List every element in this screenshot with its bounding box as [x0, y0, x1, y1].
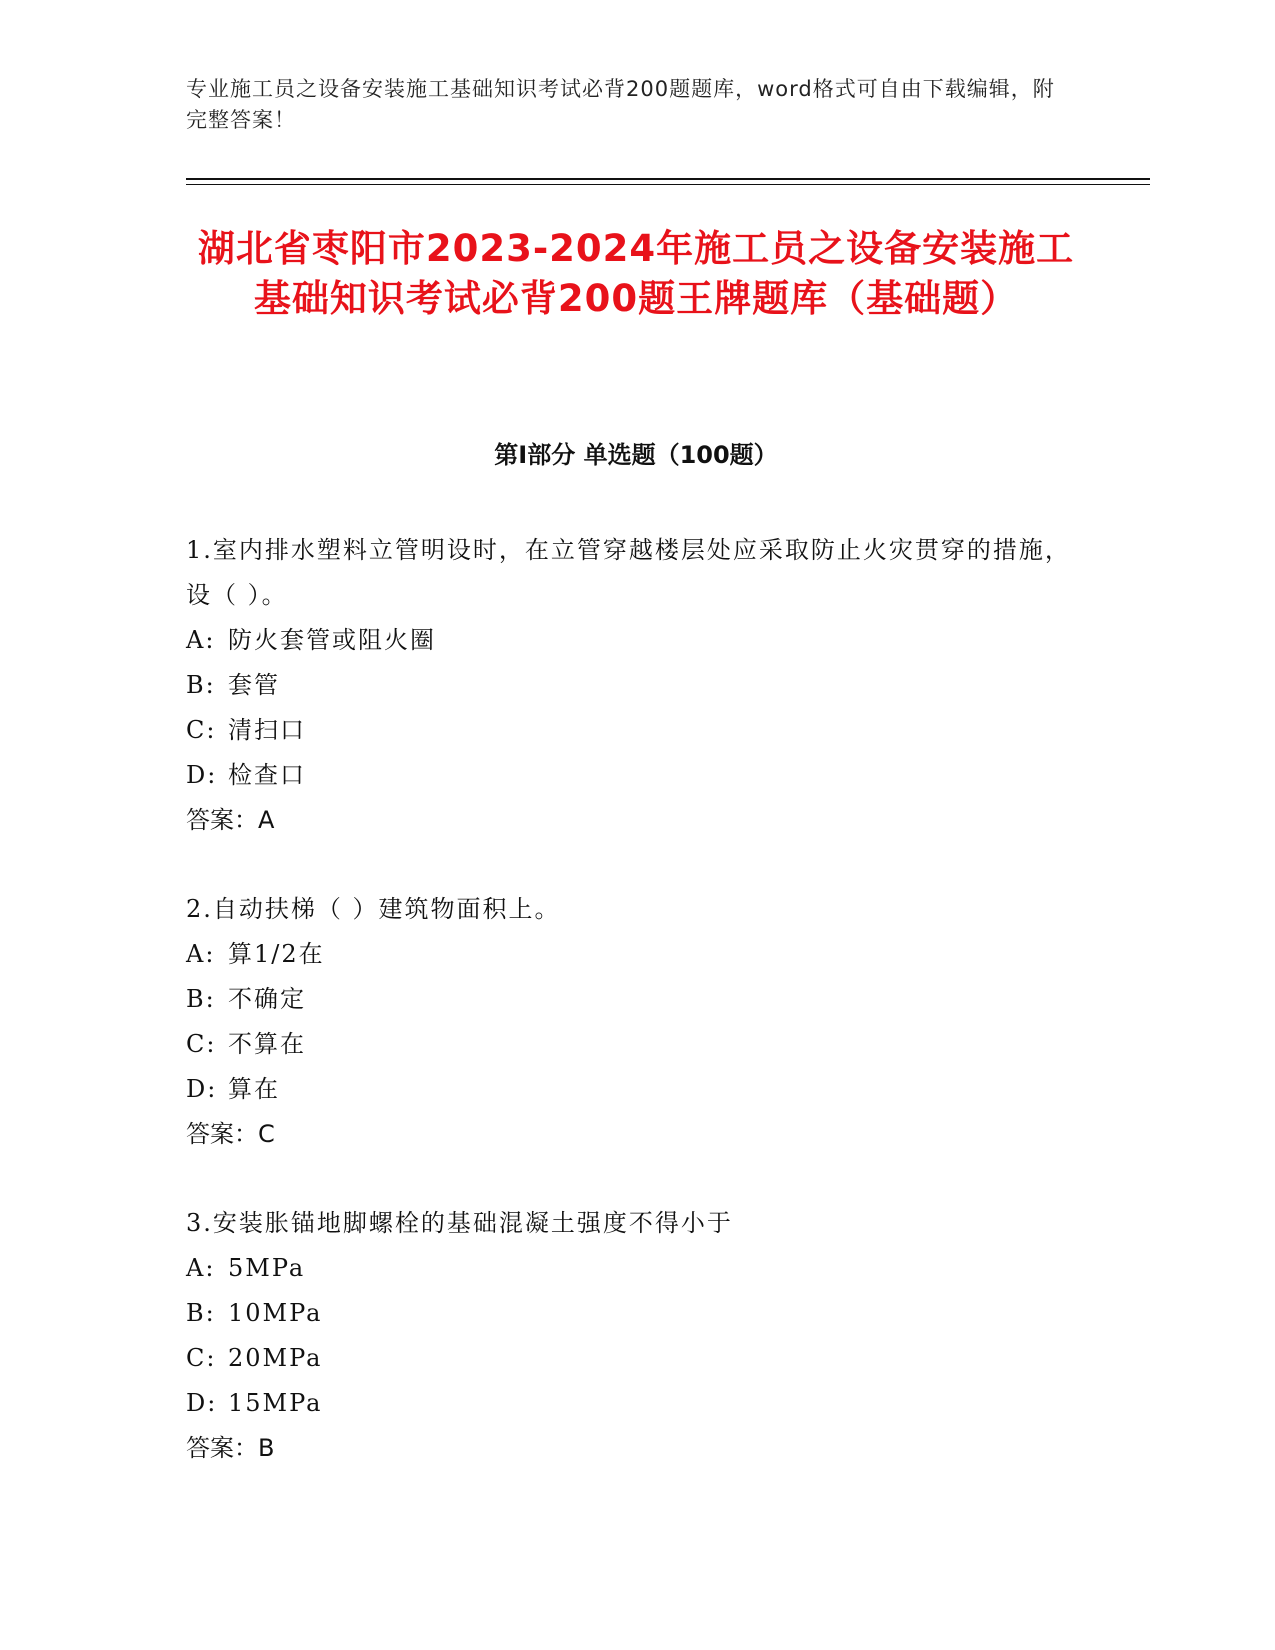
option-letter: A:: [186, 626, 216, 654]
option-d: [186, 753, 1086, 798]
option-letter: B:: [186, 1299, 216, 1327]
answer-label: 答案：B: [186, 1434, 275, 1462]
option-text: 清扫口: [228, 716, 306, 744]
option-d: [186, 1381, 1086, 1426]
question-3: [186, 1201, 1086, 1471]
option-a: [186, 932, 1086, 977]
header-note: 专业施工员之设备安装施工基础知识考试必背200题题库，word格式可自由下载编辑，附完整答案！: [186, 77, 1055, 132]
header-divider-thick: [186, 178, 1150, 180]
option-letter: A:: [186, 1254, 216, 1282]
option-text: 不算在: [228, 1030, 306, 1058]
answer-label: 答案：C: [186, 1120, 275, 1148]
option-letter: D:: [186, 1075, 218, 1103]
question-text: 2.自动扶梯（ ）建筑物面积上。: [186, 895, 561, 923]
question-list: [186, 528, 1086, 1515]
option-text: 10MPa: [228, 1299, 323, 1327]
option-letter: B:: [186, 671, 216, 699]
option-text: 15MPa: [228, 1389, 323, 1417]
option-c: [186, 708, 1086, 753]
option-text: 套管: [228, 671, 280, 699]
header-divider-thin: [186, 184, 1150, 185]
option-b: [186, 1291, 1086, 1336]
option-b: [186, 663, 1086, 708]
option-letter: B:: [186, 985, 216, 1013]
option-text: 5MPa: [228, 1254, 306, 1282]
option-a: [186, 1246, 1086, 1291]
question-1: [186, 528, 1086, 843]
section-title: 第Ⅰ部分 单选题（100题）: [494, 441, 778, 469]
answer-label: 答案：A: [186, 806, 275, 834]
question-text: 3.安装胀锚地脚螺栓的基础混凝土强度不得小于: [186, 1209, 733, 1237]
option-text: 防火套管或阻火圈: [228, 626, 436, 654]
option-d: [186, 1067, 1086, 1112]
option-letter: D:: [186, 1389, 218, 1417]
option-a: [186, 618, 1086, 663]
option-letter: C:: [186, 1344, 217, 1372]
option-letter: D:: [186, 761, 218, 789]
option-letter: C:: [186, 716, 217, 744]
option-text: 20MPa: [228, 1344, 323, 1372]
option-c: [186, 1336, 1086, 1381]
question-text: 1.室内排水塑料立管明设时，在立管穿越楼层处应采取防止火灾贯穿的措施，设（ ）。: [186, 536, 1071, 609]
page-title: 湖北省枣阳市2023-2024年施工员之设备安装施工基础知识考试必背200题王牌题库（基础题）: [197, 227, 1075, 320]
option-b: [186, 977, 1086, 1022]
option-text: 算1/2在: [228, 940, 325, 968]
option-text: 检查口: [228, 761, 306, 789]
option-c: [186, 1022, 1086, 1067]
question-2: [186, 887, 1086, 1157]
option-letter: C:: [186, 1030, 217, 1058]
option-text: 不确定: [228, 985, 306, 1013]
option-text: 算在: [228, 1075, 280, 1103]
option-letter: A:: [186, 940, 216, 968]
